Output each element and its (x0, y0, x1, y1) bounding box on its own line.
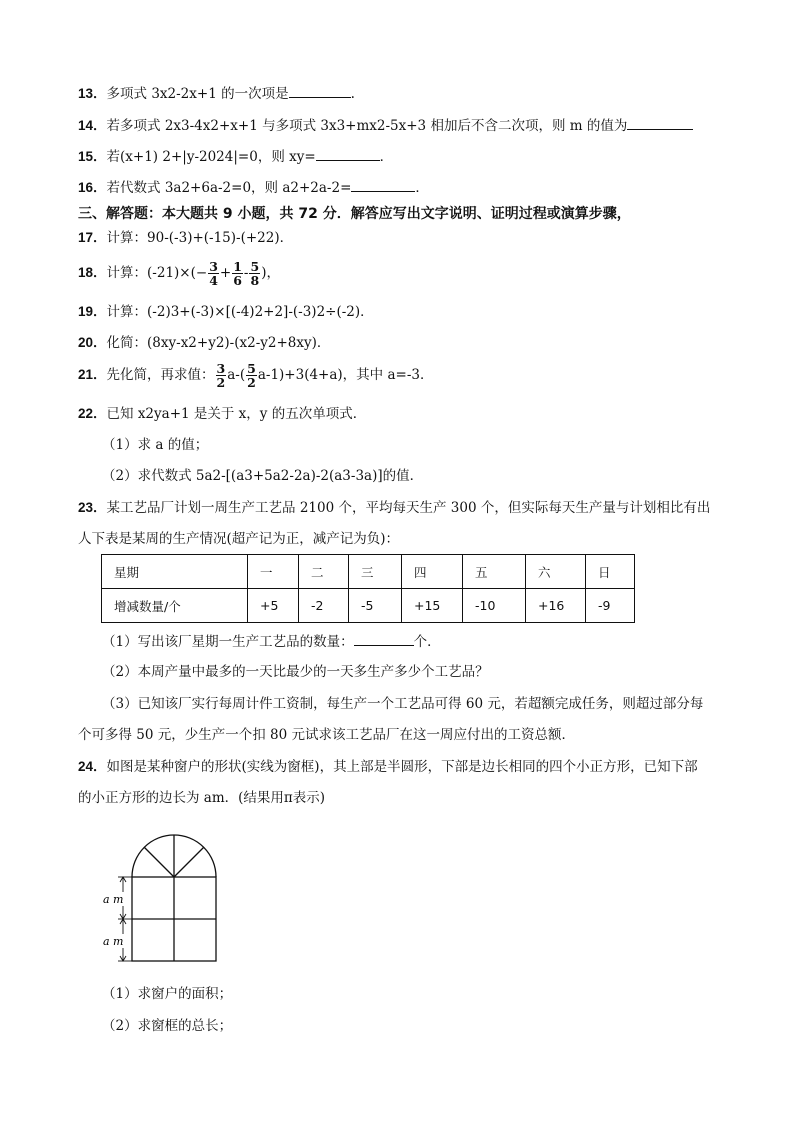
window-diagram (98, 828, 230, 968)
question-text: 已知 x2ya+1 是关于 x，y 的五次单项式． (106, 406, 367, 422)
question-text: 某工艺品厂计划一周生产工艺品 2100 个，平均每天生产 300 个，但实际每天生产量与计划相比有出 (106, 500, 711, 516)
production-table (101, 554, 635, 623)
punctuation: ． (415, 180, 429, 196)
fraction (246, 362, 257, 389)
table-cell: 日 (586, 555, 635, 589)
operator: - (243, 265, 249, 281)
table-cell: +5 (248, 589, 299, 623)
denominator: 2 (247, 375, 256, 390)
fraction (216, 362, 227, 389)
table-cell: +16 (526, 589, 586, 623)
question-23 (78, 499, 710, 517)
question-text: 如图是某种窗户的形状(实线为窗框)，其上部是半圆形，下部是边长相同的四个小正方形，已知下部 (106, 759, 698, 775)
fraction (249, 260, 260, 287)
numerator: 5 (250, 259, 260, 274)
question-number: 15． (78, 149, 107, 164)
question-number: 13． (78, 86, 107, 101)
table-cell: -5 (349, 589, 402, 623)
question-text: 计算：(-2)3+(-3)×[(-4)2+2]-(-3)2÷(-2)． (106, 304, 374, 320)
question-text-end: a-1)+3(4+a)，其中 a=-3． (257, 367, 434, 383)
table-cell: +15 (402, 589, 463, 623)
part-text-end: 个． (413, 634, 441, 650)
part-text: （1）写出该厂星期一生产工艺品的数量： (102, 634, 354, 650)
table-cell: -10 (463, 589, 526, 623)
answer-blank (316, 146, 380, 161)
table-cell: 一 (248, 555, 299, 589)
question-22 (78, 405, 366, 423)
question-number: 19． (78, 304, 107, 319)
punctuation: ． (379, 149, 394, 165)
answer-blank (627, 115, 693, 130)
question-text: 若多项式 2x3-4x2+x+1 与多项式 3x3+mx2-5x+3 相加后不含二次项，则 m 的值为 (106, 118, 628, 134)
question-23-part-3-cont: 个可多得 50 元，少生产一个扣 80 元试求该工艺品厂在这一周应付出的工资总额． (78, 727, 576, 743)
denominator: 4 (209, 273, 218, 288)
operator: + (219, 265, 232, 281)
denominator: 8 (250, 273, 260, 288)
question-number: 20． (78, 335, 107, 350)
question-13 (78, 83, 355, 103)
table-cell: 星期 (102, 555, 248, 589)
table-cell: 四 (402, 555, 463, 589)
window-radial-line (144, 847, 174, 877)
question-18 (78, 257, 280, 289)
question-text: 多项式 3x2-2x+1 的一次项是 (106, 86, 289, 102)
numerator: 5 (247, 361, 256, 376)
fraction (232, 260, 243, 287)
window-radial-line (174, 847, 204, 877)
question-text-end: )， (261, 265, 280, 281)
question-number: 24． (78, 759, 107, 774)
question-14 (78, 115, 693, 135)
question-number: 23． (78, 500, 107, 515)
question-24-part-1: （1）求窗户的面积； (102, 986, 233, 1002)
numerator: 1 (233, 259, 242, 274)
question-17 (78, 229, 293, 247)
fraction (208, 260, 219, 287)
question-24-part-2: （2）求窗框的总长； (102, 1018, 233, 1034)
question-24-line-2: 的小正方形的边长为 am．(结果用π表示) (78, 790, 326, 806)
table-row (102, 589, 635, 623)
question-15 (78, 146, 393, 166)
question-number: 22． (78, 406, 107, 421)
question-text: 若代数式 3a2+6a-2=0，则 a2+2a-2= (106, 180, 352, 196)
table-cell: -2 (299, 589, 349, 623)
question-23-part-1 (102, 631, 441, 651)
table-cell: 二 (299, 555, 349, 589)
section-heading: 三、解答题：本大题共 9 小题，共 72 分．解答应写出文字说明、证明过程或演算步骤， (78, 206, 631, 222)
numerator: 3 (209, 259, 218, 274)
table-cell: -9 (586, 589, 635, 623)
denominator: 6 (233, 273, 242, 288)
table-cell: 六 (526, 555, 586, 589)
question-22-part-2: （2）求代数式 5a2-[(a3+5a2-2a)-2(a3-3a)]的值． (102, 468, 424, 484)
question-text: 计算：90-(-3)+(-15)-(+22)． (106, 230, 294, 246)
question-23-part-2: （2）本周产量中最多的一天比最少的一天多生产多少个工艺品？ (102, 664, 489, 680)
question-number: 18． (78, 265, 107, 280)
question-text: 先化简，再求值： (106, 367, 215, 383)
question-20 (78, 334, 330, 352)
numerator: 3 (216, 361, 226, 376)
question-number: 16． (78, 180, 107, 195)
question-16 (78, 177, 429, 197)
answer-blank (351, 177, 415, 192)
table-header-row (102, 555, 635, 589)
question-number: 17． (78, 230, 107, 245)
table-cell: 增减数量/个 (102, 589, 248, 623)
question-19 (78, 303, 374, 321)
dimension-label: a m (103, 893, 124, 906)
question-24 (78, 758, 698, 776)
table-cell: 三 (349, 555, 402, 589)
punctuation: . (350, 86, 355, 102)
question-text: 若(x+1) 2+|y-2024|=0，则 xy= (106, 149, 316, 165)
question-number: 21． (78, 367, 107, 382)
table-cell: 五 (463, 555, 526, 589)
dimension-label: a m (103, 935, 124, 948)
denominator: 2 (216, 375, 226, 390)
question-21 (78, 359, 433, 391)
question-text-mid: a-( (227, 367, 246, 383)
answer-blank (289, 83, 351, 98)
question-text: 计算：(-21)×(− (106, 265, 208, 281)
question-22-part-1: （1）求 a 的值； (102, 437, 209, 453)
question-23-line-2: 人下表是某周的生产情况(超产记为正，减产记为负)： (78, 531, 400, 547)
question-number: 14． (78, 118, 107, 133)
answer-blank (354, 631, 414, 646)
question-text: 化简：(8xy-x2+y2)-(x2-y2+8xy)． (106, 335, 331, 351)
question-23-part-3: （3）已知该厂实行每周计件工资制，每生产一个工艺品可得 60 元，若超额完成任务，则超过部分每 (102, 696, 704, 712)
